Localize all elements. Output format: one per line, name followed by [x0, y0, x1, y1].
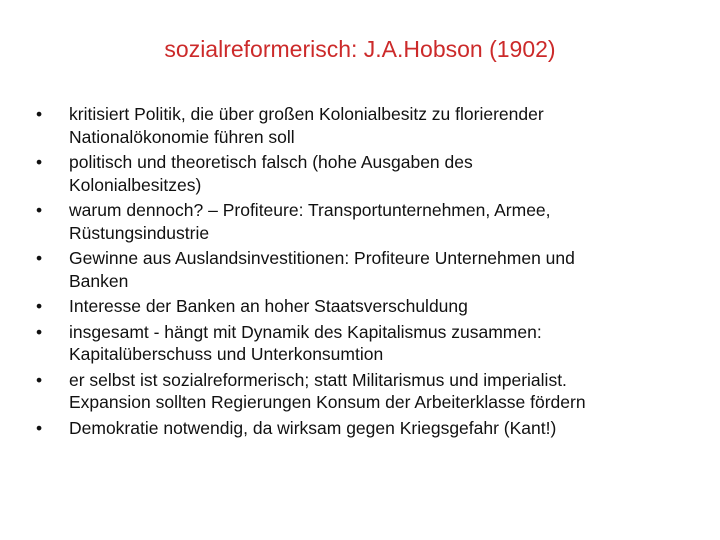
bullet-text: Gewinne aus Auslandsinvestitionen: Profiteure Unternehmen und Banken [69, 248, 575, 291]
bullet-text: Demokratie notwendig, da wirksam gegen Kriegsgefahr (Kant!) [69, 417, 557, 438]
bullet-text: kritisiert Politik, die über großen Kolonialbesitz zu florierender Nationalökonomie führen soll [69, 104, 544, 147]
bullet-dot-icon: • [36, 417, 43, 438]
bullet-dot-icon: • [36, 152, 43, 172]
bullet-text: Interesse der Banken an hoher Staatsverschuldung [69, 296, 468, 316]
bullet-item [36, 295, 686, 318]
bullet-text: politisch und theoretisch falsch (hohe Ausgaben des Kolonialbesitzes) [69, 152, 473, 195]
bullet-item [36, 151, 686, 196]
bullet-text: insgesamt - hängt mit Dynamik des Kapitalismus zusammen: Kapitalüberschuss und Unterkonsumtion [69, 321, 542, 364]
bullet-item [36, 417, 686, 440]
bullet-list [36, 103, 686, 442]
slide-title: sozialreformerisch: J.A.Hobson (1902) [164, 36, 556, 62]
bullet-dot-icon: • [36, 200, 43, 220]
bullet-dot-icon: • [36, 104, 43, 124]
bullet-item [36, 247, 686, 292]
bullet-text: warum dennoch? – Profiteure: Transportunternehmen, Armee, Rüstungsindustrie [69, 200, 551, 243]
bullet-dot-icon: • [36, 248, 43, 268]
bullet-item [36, 369, 686, 414]
bullet-dot-icon: • [36, 296, 43, 316]
bullet-dot-icon: • [36, 321, 43, 342]
bullet-item [36, 321, 686, 366]
bullet-item [36, 103, 686, 148]
bullet-dot-icon: • [36, 369, 43, 390]
bullet-text: er selbst ist sozialreformerisch; statt Militarismus und imperialist. Expansion sollten Regierungen Konsum der Arbeiterklasse fördern [69, 369, 586, 412]
bullet-item [36, 199, 686, 244]
